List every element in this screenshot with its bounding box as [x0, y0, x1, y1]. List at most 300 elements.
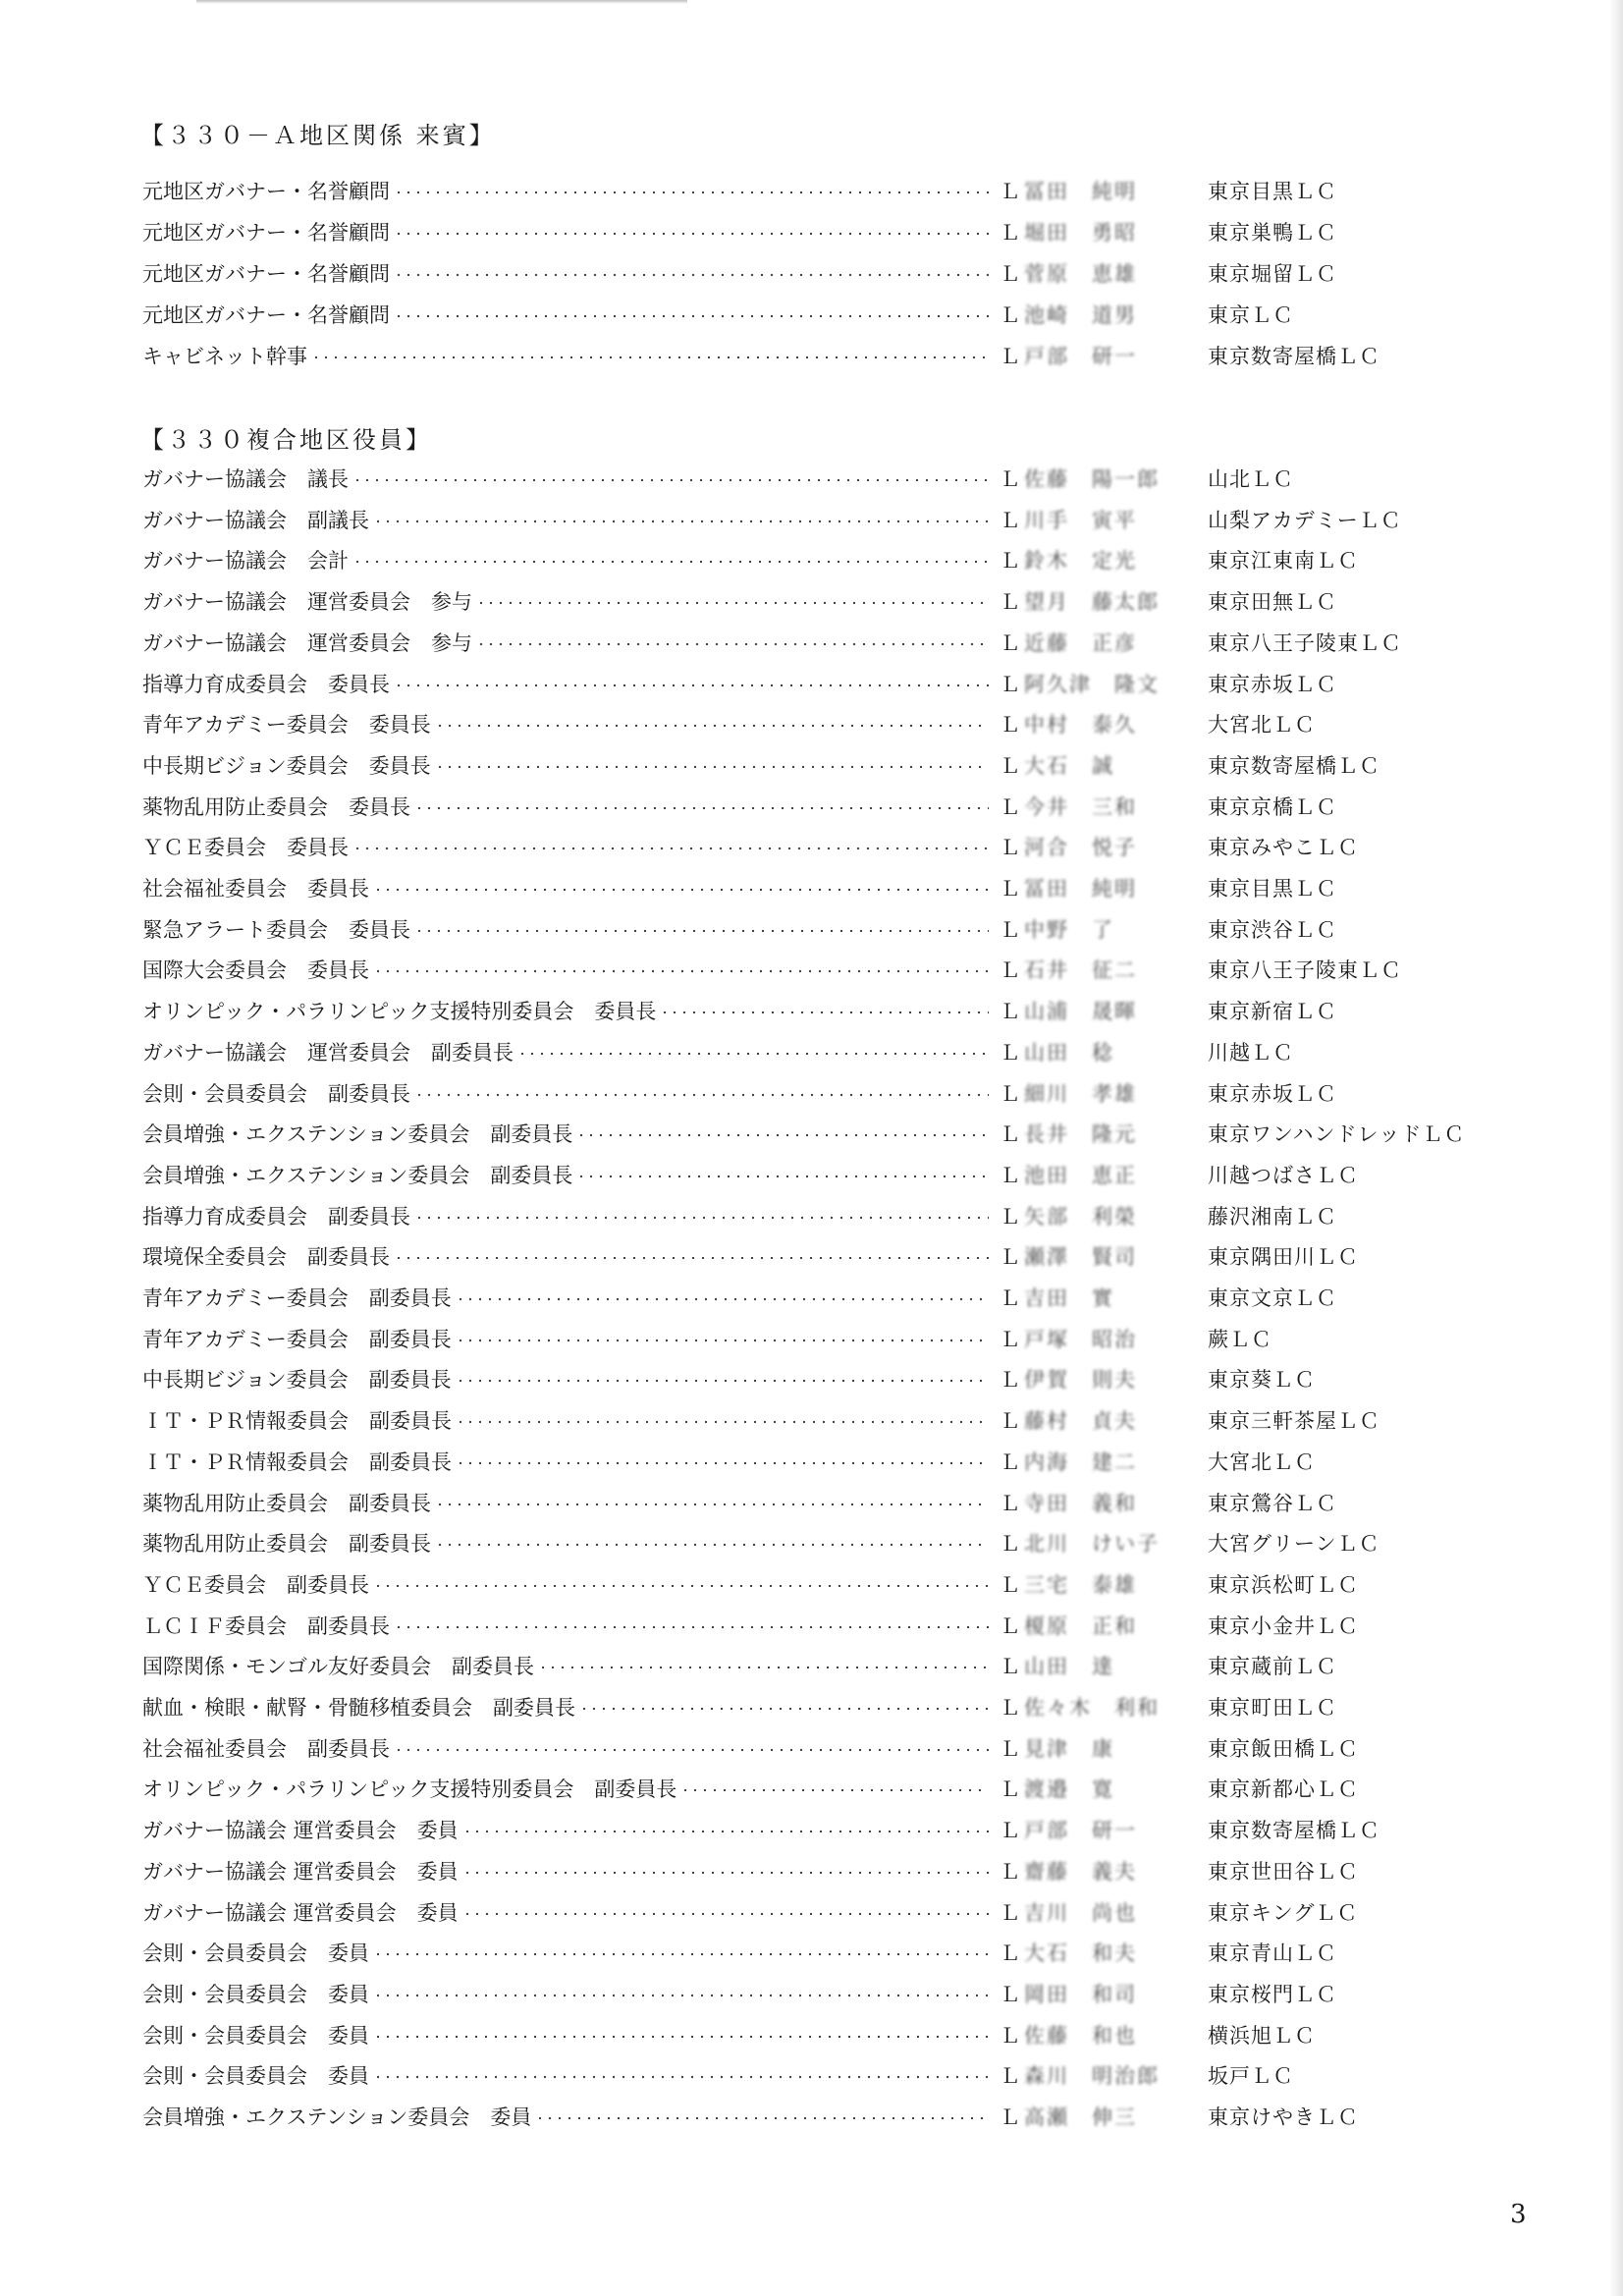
- role-cell: [142, 664, 989, 703]
- lion-prefix: Ｌ: [1000, 794, 1020, 819]
- role-cell: [142, 1032, 989, 1071]
- member-name: 榎原 正和: [1024, 1613, 1137, 1638]
- member-name: 森川 明治郎: [1024, 2064, 1160, 2089]
- club-name: 東京八王子陵東ＬＣ: [1208, 958, 1402, 983]
- member-name: 瀬澤 賢司: [1024, 1245, 1137, 1270]
- name-cell: [1000, 212, 1191, 251]
- name-cell: [1000, 1728, 1191, 1768]
- club-name: 東京新都心ＬＣ: [1208, 1777, 1359, 1802]
- dot-leader: [435, 1503, 989, 1506]
- dot-leader: [576, 1175, 989, 1178]
- name-cell: [1000, 1400, 1191, 1440]
- member-name: 池崎 道男: [1024, 303, 1137, 327]
- club-name: 東京飯田橋ＬＣ: [1208, 1736, 1359, 1761]
- member-name: 山田 達: [1024, 1655, 1114, 1679]
- list-item: [0, 336, 1623, 375]
- club-name: 東京京橋ＬＣ: [1208, 794, 1337, 819]
- name-cell: [1000, 745, 1191, 785]
- name-cell: [1000, 704, 1191, 743]
- dot-leader: [462, 1871, 989, 1875]
- club-name: 東京青山ＬＣ: [1208, 1941, 1337, 1966]
- role-title: 薬物乱用防止委員会 副委員長: [142, 1532, 431, 1557]
- dot-leader: [352, 847, 989, 850]
- list-item: [0, 1114, 1623, 1153]
- club-name: 横浜旭ＬＣ: [1208, 2023, 1316, 2048]
- scan-shadow-top: [196, 0, 687, 4]
- dot-leader: [394, 1256, 989, 1260]
- dot-leader: [414, 806, 989, 810]
- club-name: 東京浜松町ＬＣ: [1208, 1572, 1359, 1597]
- name-cell: [1000, 1769, 1191, 1808]
- role-title: ＩＴ・ＰＲ情報委員会 副委員長: [142, 1409, 452, 1434]
- lion-prefix: Ｌ: [1000, 1204, 1020, 1229]
- lion-prefix: Ｌ: [1000, 672, 1020, 696]
- member-name: 渡邉 寛: [1024, 1777, 1114, 1802]
- role-title: 指導力育成委員会 副委員長: [142, 1204, 410, 1229]
- lion-prefix: Ｌ: [1000, 2064, 1020, 2089]
- club-name: 大宮北ＬＣ: [1208, 713, 1316, 738]
- list-item: [0, 1810, 1623, 1849]
- list-item: [0, 1278, 1623, 1317]
- dot-leader: [456, 1379, 989, 1383]
- member-name: 吉田 實: [1024, 1286, 1114, 1310]
- name-cell: [1000, 500, 1191, 539]
- name-cell: [1000, 295, 1191, 334]
- club-name: 東京けやきＬＣ: [1208, 2105, 1359, 2129]
- member-name: 堀田 勇昭: [1024, 221, 1137, 245]
- club-name: 東京数寄屋橋ＬＣ: [1208, 1819, 1380, 1843]
- role-cell: [142, 623, 989, 662]
- list-item: [0, 1687, 1623, 1726]
- dot-leader: [435, 765, 989, 769]
- role-cell: [142, 1769, 989, 1808]
- lion-prefix: Ｌ: [1000, 1655, 1020, 1679]
- name-cell: [1000, 1073, 1191, 1113]
- role-cell: [142, 540, 989, 579]
- member-name: 矢部 利榮: [1024, 1204, 1137, 1229]
- role-cell: [142, 1851, 989, 1890]
- role-cell: [142, 991, 989, 1030]
- role-title: 指導力育成委員会 委員長: [142, 672, 390, 696]
- name-cell: [1000, 1646, 1191, 1685]
- list-item: [0, 1359, 1623, 1398]
- list-item: [0, 827, 1623, 866]
- list-item: [0, 787, 1623, 826]
- role-title: ＩＴ・ＰＲ情報委員会 副委員長: [142, 1449, 452, 1474]
- dot-leader: [576, 1133, 989, 1137]
- member-name: 伊賀 則夫: [1024, 1368, 1137, 1393]
- list-item: [0, 623, 1623, 662]
- member-name: 望月 藤太郎: [1024, 590, 1160, 615]
- name-cell: [1000, 1319, 1191, 1358]
- name-cell: [1000, 171, 1191, 210]
- list-item: [0, 1974, 1623, 2013]
- club-name: 東京江東南ＬＣ: [1208, 549, 1359, 574]
- role-cell: [142, 1687, 989, 1726]
- list-item: [0, 1442, 1623, 1481]
- role-cell: [142, 171, 989, 210]
- dot-leader: [456, 1339, 989, 1342]
- role-title: ＹＣＥ委員会 委員長: [142, 836, 349, 860]
- role-title: ガバナー協議会 運営委員会 委員: [142, 1859, 459, 1884]
- lion-prefix: Ｌ: [1000, 1368, 1020, 1393]
- role-title: ガバナー協議会 運営委員会 参与: [142, 630, 472, 655]
- role-cell: [142, 2015, 989, 2054]
- role-cell: [142, 1319, 989, 1358]
- club-name: 坂戸ＬＣ: [1208, 2064, 1294, 2089]
- lion-prefix: Ｌ: [1000, 917, 1020, 942]
- lion-prefix: Ｌ: [1000, 713, 1020, 738]
- member-name: 鈴木 定光: [1024, 549, 1137, 574]
- member-name: 中村 泰久: [1024, 713, 1137, 738]
- name-cell: [1000, 1974, 1191, 2013]
- member-name: 佐藤 陽一郎: [1024, 467, 1160, 491]
- lion-prefix: Ｌ: [1000, 1040, 1020, 1065]
- role-title: 会員増強・エクステンション委員会 副委員長: [142, 1163, 573, 1187]
- list-item: [0, 1933, 1623, 1972]
- lion-prefix: Ｌ: [1000, 1736, 1020, 1761]
- role-cell: [142, 1933, 989, 1972]
- member-name: 山浦 晟暉: [1024, 1000, 1137, 1024]
- club-name: 東京鶯谷ＬＣ: [1208, 1491, 1337, 1515]
- role-cell: [142, 1114, 989, 1153]
- lion-prefix: Ｌ: [1000, 467, 1020, 491]
- member-name: 大石 誠: [1024, 753, 1114, 778]
- role-cell: [142, 1442, 989, 1481]
- name-cell: [1000, 1032, 1191, 1071]
- role-cell: [142, 1278, 989, 1317]
- club-name: 山北ＬＣ: [1208, 467, 1294, 491]
- role-cell: [142, 2055, 989, 2095]
- club-name: 東京数寄屋橋ＬＣ: [1208, 753, 1380, 778]
- club-name: 東京隅田川ＬＣ: [1208, 1245, 1359, 1270]
- lion-prefix: Ｌ: [1000, 1819, 1020, 1843]
- role-cell: [142, 909, 989, 949]
- role-title: ガバナー協議会 運営委員会 参与: [142, 590, 472, 615]
- member-name: 大石 和夫: [1024, 1941, 1137, 1966]
- club-name: 東京目黒ＬＣ: [1208, 180, 1337, 203]
- lion-prefix: Ｌ: [1000, 508, 1020, 532]
- list-item: [0, 1032, 1623, 1071]
- list-item: [0, 2015, 1623, 2054]
- member-name: 藤村 貞夫: [1024, 1409, 1137, 1434]
- name-cell: [1000, 1442, 1191, 1481]
- role-cell: [142, 295, 989, 334]
- role-title: キャビネット幹事: [142, 345, 307, 368]
- role-title: 青年アカデミー委員会 委員長: [142, 713, 431, 738]
- lion-prefix: Ｌ: [1000, 1122, 1020, 1147]
- name-cell: [1000, 2015, 1191, 2054]
- member-name: 高瀬 伸三: [1024, 2105, 1137, 2129]
- member-name: 戸部 研一: [1024, 1819, 1137, 1843]
- member-name: 三宅 泰雄: [1024, 1572, 1137, 1597]
- lion-prefix: Ｌ: [1000, 1409, 1020, 1434]
- member-name: 長井 隆元: [1024, 1122, 1137, 1147]
- dot-leader: [538, 1666, 989, 1669]
- list-item: [0, 1851, 1623, 1890]
- dot-leader: [373, 969, 989, 973]
- dot-leader: [660, 1011, 989, 1014]
- member-name: 戸部 研一: [1024, 345, 1137, 368]
- lion-prefix: Ｌ: [1000, 549, 1020, 574]
- lion-prefix: Ｌ: [1000, 630, 1020, 655]
- role-cell: [142, 212, 989, 251]
- role-title: 会則・会員委員会 委員: [142, 1941, 369, 1966]
- list-item: [0, 1073, 1623, 1113]
- dot-leader: [414, 1216, 989, 1220]
- member-name: 佐々木 利和: [1024, 1696, 1160, 1720]
- dot-leader: [579, 1707, 989, 1711]
- role-title: 薬物乱用防止委員会 委員長: [142, 794, 410, 819]
- dot-leader: [394, 683, 989, 687]
- club-name: 東京数寄屋橋ＬＣ: [1208, 345, 1380, 368]
- dot-leader: [394, 1625, 989, 1629]
- lion-prefix: Ｌ: [1000, 221, 1020, 245]
- dot-leader: [352, 560, 989, 564]
- role-cell: [142, 1810, 989, 1849]
- role-title: 中長期ビジョン委員会 委員長: [142, 753, 431, 778]
- member-name: 冨田 純明: [1024, 180, 1137, 203]
- lion-prefix: Ｌ: [1000, 1696, 1020, 1720]
- role-title: 緊急アラート委員会 委員長: [142, 917, 410, 942]
- list-item: [0, 1196, 1623, 1235]
- club-name: 東京ＬＣ: [1208, 303, 1294, 327]
- club-name: 蕨ＬＣ: [1208, 1327, 1272, 1351]
- role-cell: [142, 950, 989, 989]
- name-cell: [1000, 827, 1191, 866]
- dot-leader: [373, 1584, 989, 1588]
- role-title: 会則・会員委員会 委員: [142, 2023, 369, 2048]
- club-name: 東京渋谷ＬＣ: [1208, 917, 1337, 942]
- member-name: 細川 孝雄: [1024, 1081, 1137, 1106]
- role-title: 会員増強・エクステンション委員会 委員: [142, 2105, 532, 2129]
- list-item: [0, 1892, 1623, 1932]
- role-title: 国際関係・モンゴル友好委員会 副委員長: [142, 1655, 534, 1679]
- role-cell: [142, 1974, 989, 2013]
- lion-prefix: Ｌ: [1000, 1000, 1020, 1024]
- lion-prefix: Ｌ: [1000, 1081, 1020, 1106]
- list-item: [0, 868, 1623, 907]
- member-name: 川手 寅平: [1024, 508, 1137, 532]
- lion-prefix: Ｌ: [1000, 1327, 1020, 1351]
- role-title: 社会福祉委員会 副委員長: [142, 1736, 390, 1761]
- name-cell: [1000, 1810, 1191, 1849]
- lion-prefix: Ｌ: [1000, 1491, 1020, 1515]
- club-name: 東京赤坂ＬＣ: [1208, 1081, 1337, 1106]
- role-title: ガバナー協議会 運営委員会 委員: [142, 1819, 459, 1843]
- list-item: [0, 295, 1623, 334]
- list-item: [0, 2097, 1623, 2136]
- role-title: ＬＣＩＦ委員会 副委員長: [142, 1613, 390, 1638]
- name-cell: [1000, 787, 1191, 826]
- dot-leader: [476, 642, 989, 646]
- dot-leader: [394, 314, 989, 318]
- member-name: 北川 けい子: [1024, 1532, 1160, 1557]
- list-item: [0, 1606, 1623, 1645]
- dot-leader: [373, 888, 989, 892]
- name-cell: [1000, 2097, 1191, 2136]
- role-title: ガバナー協議会 議長: [142, 467, 349, 491]
- role-title: 献血・検眼・献腎・骨髄移植委員会 副委員長: [142, 1696, 575, 1720]
- role-title: オリンピック・パラリンピック支援特別委員会 委員長: [142, 1000, 657, 1024]
- role-cell: [142, 1892, 989, 1932]
- lion-prefix: Ｌ: [1000, 1900, 1020, 1925]
- list-item: [0, 704, 1623, 743]
- lion-prefix: Ｌ: [1000, 836, 1020, 860]
- role-title: ガバナー協議会 運営委員会 委員: [142, 1900, 459, 1925]
- list-item: [0, 1400, 1623, 1440]
- dot-leader: [456, 1297, 989, 1301]
- role-cell: [142, 1196, 989, 1235]
- role-title: オリンピック・パラリンピック支援特別委員会 副委員長: [142, 1777, 677, 1802]
- dot-leader: [373, 519, 989, 523]
- member-name: 内海 建二: [1024, 1449, 1137, 1474]
- lion-prefix: Ｌ: [1000, 877, 1020, 901]
- section-title-district-guests: 【３３０－Ａ地区関係 来賓】: [140, 122, 496, 149]
- lion-prefix: Ｌ: [1000, 345, 1020, 368]
- role-cell: [142, 253, 989, 293]
- dot-leader: [394, 232, 989, 236]
- dot-leader: [462, 1830, 989, 1833]
- name-cell: [1000, 459, 1191, 498]
- lion-prefix: Ｌ: [1000, 958, 1020, 983]
- dot-leader: [535, 2116, 989, 2120]
- member-name: 寺田 義和: [1024, 1491, 1137, 1515]
- role-cell: [142, 459, 989, 498]
- role-cell: [142, 1155, 989, 1194]
- dot-leader: [394, 273, 989, 277]
- role-cell: [142, 1564, 989, 1604]
- role-title: ガバナー協議会 会計: [142, 549, 349, 574]
- list-item: [0, 1646, 1623, 1685]
- role-title: 国際大会委員会 委員長: [142, 958, 369, 983]
- role-cell: [142, 787, 989, 826]
- lion-prefix: Ｌ: [1000, 1572, 1020, 1597]
- role-title: 会則・会員委員会 委員: [142, 1982, 369, 2006]
- name-cell: [1000, 909, 1191, 949]
- lion-prefix: Ｌ: [1000, 1286, 1020, 1310]
- club-name: 東京田無ＬＣ: [1208, 590, 1337, 615]
- role-cell: [142, 704, 989, 743]
- name-cell: [1000, 581, 1191, 621]
- club-name: 東京キングＬＣ: [1208, 1900, 1359, 1925]
- club-name: 東京みやこＬＣ: [1208, 836, 1359, 860]
- name-cell: [1000, 1606, 1191, 1645]
- name-cell: [1000, 1483, 1191, 1522]
- name-cell: [1000, 868, 1191, 907]
- role-cell: [142, 868, 989, 907]
- role-cell: [142, 1236, 989, 1276]
- role-cell: [142, 1523, 989, 1562]
- list-item: [0, 991, 1623, 1030]
- member-name: 阿久津 隆文: [1024, 672, 1160, 696]
- lion-prefix: Ｌ: [1000, 1941, 1020, 1966]
- name-cell: [1000, 253, 1191, 293]
- role-cell: [142, 1073, 989, 1113]
- role-cell: [142, 1728, 989, 1768]
- lion-prefix: Ｌ: [1000, 1777, 1020, 1802]
- lion-prefix: Ｌ: [1000, 1613, 1020, 1638]
- list-item: [0, 212, 1623, 251]
- role-title: 元地区ガバナー・名誉顧問: [142, 262, 390, 286]
- name-cell: [1000, 1236, 1191, 1276]
- name-cell: [1000, 1155, 1191, 1194]
- dot-leader: [462, 1912, 989, 1916]
- name-cell: [1000, 1687, 1191, 1726]
- name-cell: [1000, 1851, 1191, 1890]
- club-name: 大宮北ＬＣ: [1208, 1449, 1316, 1474]
- member-name: 菅原 恵雄: [1024, 262, 1137, 286]
- list-item: [0, 2055, 1623, 2095]
- member-name: 今井 三和: [1024, 794, 1137, 819]
- member-name: 佐藤 和也: [1024, 2023, 1137, 2048]
- role-title: 会則・会員委員会 副委員長: [142, 1081, 410, 1106]
- list-item: [0, 171, 1623, 210]
- list-item: [0, 1728, 1623, 1768]
- role-cell: [142, 1359, 989, 1398]
- role-title: 薬物乱用防止委員会 副委員長: [142, 1491, 431, 1515]
- role-title: 元地区ガバナー・名誉顧問: [142, 221, 390, 245]
- dot-leader: [394, 1748, 989, 1752]
- club-name: 川越ＬＣ: [1208, 1040, 1294, 1065]
- dot-leader: [414, 1093, 989, 1097]
- member-name: 中野 了: [1024, 917, 1114, 942]
- club-name: 東京小金井ＬＣ: [1208, 1613, 1359, 1638]
- list-item: [0, 253, 1623, 293]
- name-cell: [1000, 1196, 1191, 1235]
- club-name: 東京町田ＬＣ: [1208, 1696, 1337, 1720]
- name-cell: [1000, 950, 1191, 989]
- page-number: 3: [1510, 2200, 1527, 2229]
- dot-leader: [394, 191, 989, 194]
- list-item: [0, 745, 1623, 785]
- role-cell: [142, 1606, 989, 1645]
- dot-leader: [476, 601, 989, 605]
- dot-leader: [435, 724, 989, 728]
- member-name: 吉川 尚也: [1024, 1900, 1137, 1925]
- member-name: 石井 征二: [1024, 958, 1137, 983]
- lion-prefix: Ｌ: [1000, 1859, 1020, 1884]
- club-name: 東京堀留ＬＣ: [1208, 262, 1337, 286]
- club-name: 東京目黒ＬＣ: [1208, 877, 1337, 901]
- name-cell: [1000, 1564, 1191, 1604]
- club-name: 東京八王子陵東ＬＣ: [1208, 630, 1402, 655]
- club-name: 東京ワンハンドレッドＬＣ: [1208, 1122, 1466, 1147]
- lion-prefix: Ｌ: [1000, 753, 1020, 778]
- role-cell: [142, 500, 989, 539]
- lion-prefix: Ｌ: [1000, 1163, 1020, 1187]
- role-cell: [142, 336, 989, 375]
- list-item: [0, 1236, 1623, 1276]
- club-name: 東京世田谷ＬＣ: [1208, 1859, 1359, 1884]
- dot-leader: [456, 1461, 989, 1465]
- dot-leader: [680, 1788, 989, 1792]
- name-cell: [1000, 1892, 1191, 1932]
- club-name: 東京葵ＬＣ: [1208, 1368, 1316, 1393]
- member-name: 山田 稔: [1024, 1040, 1114, 1065]
- club-name: 大宮グリーンＬＣ: [1208, 1532, 1380, 1557]
- member-name: 河合 悦子: [1024, 836, 1137, 860]
- club-name: 川越つばさＬＣ: [1208, 1163, 1359, 1187]
- dot-leader: [456, 1420, 989, 1424]
- role-cell: [142, 827, 989, 866]
- member-name: 岡田 和司: [1024, 1982, 1137, 2006]
- role-title: 環境保全委員会 副委員長: [142, 1245, 390, 1270]
- role-cell: [142, 1483, 989, 1522]
- member-name: 冨田 純明: [1024, 877, 1137, 901]
- lion-prefix: Ｌ: [1000, 1982, 1020, 2006]
- list-item: [0, 1155, 1623, 1194]
